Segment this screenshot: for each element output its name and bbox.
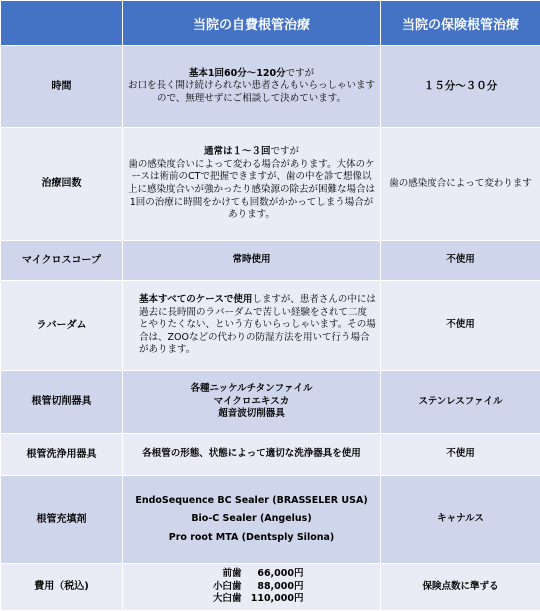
cost-price: 66,000円 bbox=[257, 568, 304, 580]
header-self-pay: 当院の自費根管治療 bbox=[123, 1, 381, 46]
row-label-filling: 根管充填剤 bbox=[1, 476, 123, 564]
cell-insurance-visits: 歯の感染度合によって変わります bbox=[381, 128, 540, 241]
row-label-cutting: 根管切削器具 bbox=[1, 371, 123, 434]
row-label-cost: 費用（税込) bbox=[1, 564, 123, 611]
row-time bbox=[1, 46, 540, 128]
row-label-irrigation: 根管洗浄用器具 bbox=[1, 434, 123, 476]
cell-self-rubber-dam bbox=[123, 281, 381, 371]
cell-self-cost bbox=[123, 564, 381, 611]
filling-item: Bio-C Sealer (Angelus) bbox=[191, 513, 312, 525]
row-label-microscope: マイクロスコープ bbox=[1, 241, 123, 281]
cost-item bbox=[200, 581, 304, 594]
cell-self-time bbox=[123, 46, 381, 128]
cost-name: 小臼歯 bbox=[212, 580, 242, 592]
cost-list bbox=[200, 568, 304, 606]
self-rubber-dam-bold: 基本すべてのケースで使用 bbox=[139, 294, 253, 306]
cutting-item: マイクロエキスカ bbox=[213, 395, 290, 407]
row-cutting bbox=[1, 371, 540, 434]
cutting-item: 各種ニッケルチタンファイル bbox=[190, 383, 313, 395]
row-filling bbox=[1, 476, 540, 564]
header-corner bbox=[1, 1, 123, 46]
cell-self-visits bbox=[123, 128, 381, 241]
row-visits bbox=[1, 128, 540, 241]
row-label-rubber-dam: ラバーダム bbox=[1, 281, 123, 371]
row-label-visits: 治療回数 bbox=[1, 128, 123, 241]
cell-insurance-irrigation: 不使用 bbox=[381, 434, 540, 476]
cell-insurance-cost: 保険点数に準ずる bbox=[381, 564, 540, 611]
cost-price: 88,000円 bbox=[257, 580, 304, 592]
row-label-time: 時間 bbox=[1, 46, 123, 128]
self-visits-bold: 通常は１～３回 bbox=[203, 146, 271, 158]
cell-self-irrigation: 各根管の形態、状態によって適切な洗浄器具を使用 bbox=[123, 434, 381, 476]
cell-insurance-filling: キャナルス bbox=[381, 476, 540, 564]
filling-item: EndoSequence BC Sealer (BRASSELER USA) bbox=[135, 495, 368, 507]
cell-insurance-rubber-dam: 不使用 bbox=[381, 281, 540, 371]
self-time-bold: 基本1回60分～120分 bbox=[188, 67, 286, 79]
cell-insurance-time: １５分～３０分 bbox=[381, 46, 540, 128]
cell-insurance-cutting: ステンレスファイル bbox=[381, 371, 540, 434]
cost-item bbox=[200, 568, 304, 581]
header-row bbox=[1, 1, 540, 46]
cost-name: 前歯 bbox=[222, 568, 242, 580]
row-irrigation bbox=[1, 434, 540, 476]
row-cost bbox=[1, 564, 540, 611]
row-microscope bbox=[1, 241, 540, 281]
cell-self-microscope: 常時使用 bbox=[123, 241, 381, 281]
cost-name: 大臼歯 bbox=[212, 593, 242, 605]
self-time-text: ですが お口を長く開け続けられない患者さんもいらっしゃいますので、無理せずにご相談して決めています。 bbox=[127, 67, 375, 104]
cell-self-filling bbox=[123, 476, 381, 564]
self-rubber-dam-text: しますが、患者さんの中には過去に長時間のラバーダムで苦しい経験をされて二度とやりたくない、という方もいらっしゃいます。その場合は、ZOOなどの代わりの防湿方法を用いて行う場合があります。 bbox=[139, 294, 376, 356]
cutting-item: 超音波切削器具 bbox=[218, 408, 285, 420]
cell-self-cutting bbox=[123, 371, 381, 434]
filling-item: Pro root MTA (Dentsply Silona) bbox=[168, 531, 335, 543]
cell-insurance-microscope: 不使用 bbox=[381, 241, 540, 281]
cost-item bbox=[200, 593, 304, 606]
header-insurance: 当院の保険根管治療 bbox=[381, 1, 540, 46]
self-visits-text: ですが 歯の感染度合いによって変わる場合があります。大体のケースは術前のCTで把握できますが、歯の中を診て想像以上に感染度合いが強かったり感染源の除去が困難な場合は1回の治療に時間をかけても回数がかかってしまう場合があります。 bbox=[127, 146, 375, 221]
cost-price: 110,000円 bbox=[250, 593, 304, 605]
row-rubber-dam bbox=[1, 281, 540, 371]
